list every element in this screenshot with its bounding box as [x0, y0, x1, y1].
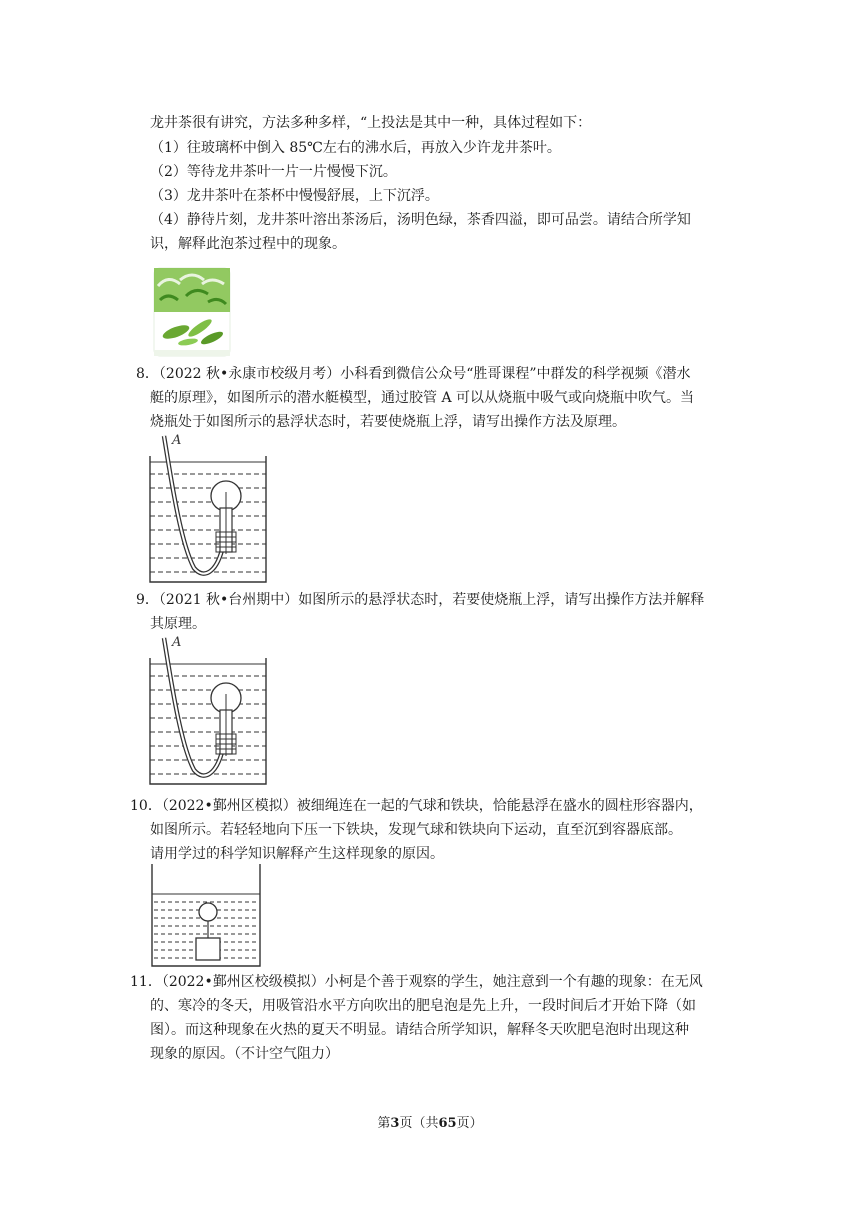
tea-cup-figure: [150, 266, 234, 358]
footer-middle: 页（共: [399, 1116, 439, 1131]
q10-line-2: 如图所示。若轻轻地向下压一下铁块，发现气球和铁块向下运动，直至沉到容器底部。: [150, 822, 682, 838]
tube-label-a-q9: A: [172, 635, 182, 650]
balloon: [199, 903, 217, 921]
intro-line-6: 识，解释此泡茶过程中的现象。: [150, 236, 346, 252]
footer-suffix: 页）: [456, 1116, 483, 1131]
q8-line-3: 烧瓶处于如图所示的悬浮状态时，若要使烧瓶上浮，请写出操作方法及原理。: [150, 414, 626, 430]
footer-page-number: 3: [390, 1116, 400, 1131]
submarine-model-figure-q8: [146, 432, 270, 586]
q11-line-4: 现象的原因。（不计空气阻力）: [150, 1046, 339, 1062]
balloon-iron-figure: [148, 862, 264, 970]
q11-line-2: 的、寒冷的冬天，用吸管沿水平方向吹出的肥皂泡是先上升，一段时间后才开始下降（如: [150, 998, 696, 1014]
q10-line-1: 10．（2022•鄞州区模拟）被细绳连在一起的气球和铁块，恰能悬浮在盛水的圆柱形容器内，: [130, 798, 703, 814]
q11-line-1: 11．（2022•鄞州区校级模拟）小柯是个善于观察的学生，她注意到一个有趣的现象：在无风: [130, 974, 703, 990]
iron-block: [196, 938, 220, 960]
intro-line-1: 龙井茶很有讲究，方法多种多样，“上投法是其中一种，具体过程如下：: [150, 115, 592, 131]
q8-line-2: 艇的原理》，如图所示的潜水艇模型，通过胶管 A 可以从烧瓶中吸气或向烧瓶中吹气。当: [150, 390, 695, 406]
submarine-model-figure-q9: [146, 632, 270, 788]
footer-total-pages: 65: [438, 1116, 457, 1131]
q8-line-1: 8．（2022 秋•永康市校级月考）小科看到微信公众号“胜哥课程”中群发的科学视频《潜水: [136, 366, 691, 382]
intro-line-2: （1）往玻璃杯中倒入 85℃左右的沸水后，再放入少许龙井茶叶。: [150, 140, 561, 156]
page-footer: [0, 1112, 860, 1131]
q10-line-3: 请用学过的科学知识解释产生这样现象的原因。: [150, 846, 444, 862]
q9-line-2: 其原理。: [150, 616, 206, 632]
tube-label-a: A: [172, 433, 182, 448]
footer-prefix: 第: [377, 1116, 391, 1131]
intro-line-5: （4）静待片刻，龙井茶叶溶出茶汤后，汤明色绿，茶香四溢，即可品尝。请结合所学知: [150, 212, 691, 228]
intro-line-4: （3）龙井茶叶在茶杯中慢慢舒展，上下沉浮。: [150, 188, 439, 204]
q11-line-3: 图）。而这种现象在火热的夏天不明显。请结合所学知识，解释冬天吹肥皂泡时出现这种: [150, 1022, 689, 1038]
q9-line-1: 9．（2021 秋•台州期中）如图所示的悬浮状态时，若要使烧瓶上浮，请写出操作方法并解释: [136, 592, 705, 608]
intro-line-3: （2）等待龙井茶叶一片一片慢慢下沉。: [150, 164, 397, 180]
